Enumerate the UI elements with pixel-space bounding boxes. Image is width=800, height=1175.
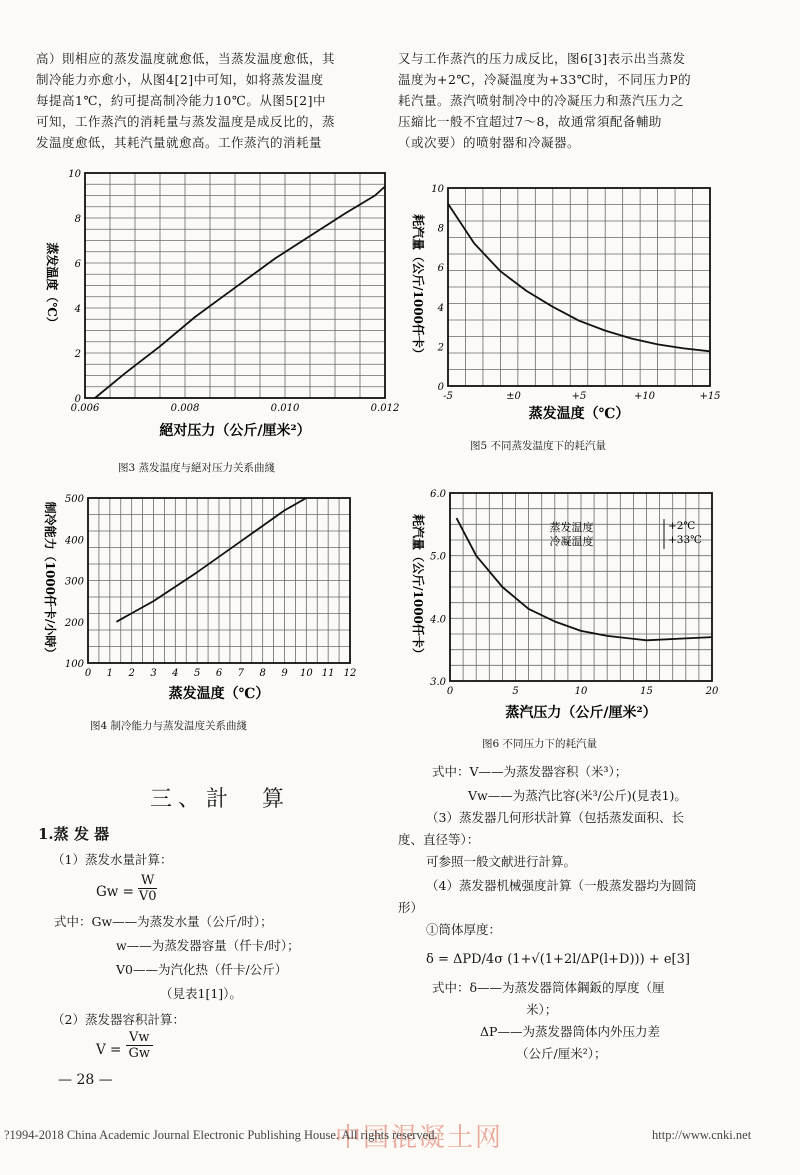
figure-6-svg (400, 485, 720, 725)
y-tick-label: 0 (74, 394, 81, 405)
text-line: 式中：V——为蒸发器容积（米³）； (432, 764, 628, 779)
y-axis-label: 耗汽量（公斤/1000仟卡） (411, 214, 425, 360)
item-1: （1）蒸发水量計算： (52, 852, 173, 867)
y-tick-label: 400 (64, 535, 84, 547)
y-tick-label: 3.0 (430, 677, 446, 688)
y-axis-label: 蒸发温度（℃） (45, 242, 59, 329)
y-tick-label: 0 (437, 382, 444, 393)
annotation-label: 冷凝温度 (549, 535, 594, 548)
x-axis-label: 蒸发温度（℃） (168, 686, 270, 702)
x-tick-label: 20 (705, 686, 719, 697)
footer-copyright: ?1994-2018 China Academic Journal Electronic Publishing House. All rights reserved. (4, 1128, 438, 1142)
text-line: （4）蒸发器机械强度計算（一般蒸发器均为圆筒 (426, 878, 697, 893)
x-tick-label: 2 (128, 668, 135, 679)
figure-4-svg (30, 490, 360, 715)
text-line: 又与工作蒸汽的压力成反比，图6[3]表示出当蒸发 (398, 51, 686, 66)
x-tick-label: ±0 (506, 391, 521, 402)
y-tick-label: 6 (74, 259, 81, 270)
figure-4-caption: 图4 制冷能力与蒸发温度关系曲綫 (90, 720, 248, 732)
formula: δ = ΔPD/4σ (1+√(1+2l/ΔP(l+D))) + e[3] (426, 952, 690, 967)
x-tick-label: 5 (193, 668, 201, 679)
y-tick-label: 4 (74, 304, 81, 315)
figure-5-caption: 图5 不同蒸发温度下的耗汽量 (470, 440, 607, 452)
x-tick-label: 8 (259, 668, 266, 679)
x-tick-label: 15 (640, 686, 653, 697)
x-tick-label: 3 (150, 668, 157, 679)
text-line: 每提高1℃，約可提高制冷能力10℃。从图5[2]中 (36, 93, 326, 108)
y-tick-label: 100 (64, 659, 84, 670)
text-line: 发温度愈低，其耗汽量就愈高。工作蒸汽的消耗量 (36, 135, 323, 150)
x-tick-label: 0.008 (170, 403, 200, 414)
right-top-paragraph (398, 48, 691, 153)
text-line: （公斤/厘米²）； (516, 1046, 607, 1061)
y-tick-label: 8 (437, 223, 444, 235)
x-axis-label: 絕对压力（公斤/厘米²） (159, 423, 311, 439)
figure-5-svg (400, 180, 720, 425)
figure-6-chart (400, 485, 720, 725)
x-tick-label: 1 (106, 668, 114, 679)
equation-2-denominator: Gw (128, 1046, 151, 1061)
x-tick-label: 12 (343, 668, 357, 679)
figure-3-caption: 图3 蒸发温度与絕对压力关系曲綫 (118, 462, 276, 474)
text-line: 可参照一般文献进行計算。 (426, 854, 577, 869)
y-tick-label: 5.0 (430, 551, 446, 563)
y-tick-label: 500 (64, 494, 84, 505)
text-line: 可知，工作蒸汽的消耗量与蒸发温度是成反比的，蒸 (36, 114, 336, 129)
where-line: 式中：Gw——为蒸发水量（公斤/时）； (54, 914, 273, 929)
y-axis-label: 耗汽量（公斤/1000仟卡） (411, 514, 425, 660)
y-tick-label: 10 (68, 169, 81, 180)
y-tick-label: 300 (64, 576, 84, 588)
equation-2-fraction (126, 1030, 153, 1061)
annotation-label: 蒸发温度 (549, 521, 594, 534)
figure-3-svg (30, 165, 400, 450)
x-tick-label: -5 (443, 391, 453, 402)
x-tick-label: +15 (699, 391, 721, 402)
text-line: 度、直径等）： (398, 832, 480, 847)
text-line: 制冷能力亦愈小，从图4[2]中可知，如将蒸发温度 (36, 72, 324, 87)
x-tick-label: 7 (237, 668, 245, 679)
x-tick-label: 10 (299, 668, 313, 679)
where-line: （見表1[1]）。 (160, 986, 242, 1001)
y-tick-label: 4 (437, 302, 444, 314)
equation-1-lhs: Gw = (96, 884, 134, 900)
grid (448, 188, 710, 386)
x-axis-label: 蒸汽压力（公斤/厘米²） (505, 705, 657, 721)
text-line: 高）則相应的蒸发温度就愈低，当蒸发温度愈低，其 (36, 51, 336, 66)
equation-2-numerator: Vw (126, 1030, 153, 1046)
grid (85, 173, 385, 398)
text-line: Vw——为蒸汽比容(米³/公斤)(見表1)。 (468, 788, 687, 803)
text-line: 形） (398, 900, 424, 915)
text-line: （3）蒸发器几何形状計算（包括蒸发面积、长 (426, 810, 684, 825)
where-line: V0——为汽化热（仟卡/公斤） (116, 962, 288, 977)
text-line: ΔP——为蒸发器筒体内外压力差 (480, 1024, 660, 1039)
series-line (116, 498, 306, 622)
text-line: ①筒体厚度： (426, 922, 502, 937)
x-tick-label: 11 (321, 668, 335, 679)
figure-5-chart (400, 180, 720, 425)
text-line: 耗汽量。蒸汽喷射制冷中的冷凝压力和蒸汽压力之 (398, 93, 685, 108)
x-tick-label: 0 (84, 668, 92, 679)
y-tick-label: 2 (437, 342, 444, 354)
equation-1-fraction (138, 873, 157, 904)
x-tick-label: 0.010 (270, 403, 300, 414)
y-axis-label: 制冷能力（1000仟卡/小時） (43, 501, 57, 660)
y-tick-label: 8 (74, 214, 81, 225)
x-tick-label: 0.006 (70, 403, 100, 414)
x-axis-label: 蒸发温度（℃） (528, 406, 630, 422)
x-tick-label: 9 (281, 668, 288, 679)
annotation-value: +33℃ (668, 534, 702, 546)
x-tick-label: 0.012 (370, 403, 400, 414)
series-line (448, 204, 710, 351)
y-tick-label: 2 (74, 349, 81, 360)
text-line: （或次要）的喷射器和冷凝器。 (398, 135, 581, 150)
figure-4-chart (30, 490, 360, 715)
x-tick-label: 10 (574, 686, 588, 697)
equation-2-lhs: V = (96, 1042, 122, 1058)
watermark: 中国混凝土网 (335, 1123, 504, 1153)
equation-1-numerator: W (138, 873, 157, 889)
section-title: 三、計 算 (150, 787, 291, 812)
y-tick-label: 200 (64, 617, 84, 629)
x-tick-label: 4 (172, 668, 179, 679)
text-line: 温度为+2℃，冷凝温度为+33℃时，不同压力P的 (398, 72, 692, 87)
page-number: — 28 — (58, 1072, 113, 1088)
annotation-value: +2℃ (668, 520, 696, 532)
text-line: 压縮比一般不宜超过7～8，故通常須配备輔助 (398, 114, 662, 129)
y-tick-label: 10 (431, 184, 444, 195)
y-tick-label: 6.0 (430, 489, 446, 500)
text-line: 米）； (526, 1002, 558, 1017)
x-tick-label: +10 (633, 391, 656, 402)
item-2: （2）蒸发器容积計算： (52, 1012, 185, 1027)
subsection-title: 1.蒸 发 器 (38, 825, 110, 843)
x-tick-label: 0 (446, 686, 454, 697)
y-tick-label: 6 (437, 263, 444, 275)
left-top-paragraph (36, 48, 335, 153)
grid (88, 498, 350, 663)
equation-1-denominator: V0 (138, 889, 157, 904)
x-tick-label: 5 (512, 686, 519, 697)
figure-6-caption: 图6 不同压力下的耗汽量 (482, 738, 598, 750)
figure-3-chart (30, 165, 400, 450)
footer-site: http://www.cnki.net (652, 1128, 752, 1142)
text-line: 式中：δ——为蒸发器筒体鋼鈑的厚度（厘 (432, 980, 665, 995)
x-tick-label: 6 (215, 668, 223, 679)
y-tick-label: 4.0 (430, 614, 446, 626)
x-tick-label: +5 (571, 391, 587, 402)
where-line: w——为蒸发器容量（仟卡/时）； (116, 938, 300, 953)
